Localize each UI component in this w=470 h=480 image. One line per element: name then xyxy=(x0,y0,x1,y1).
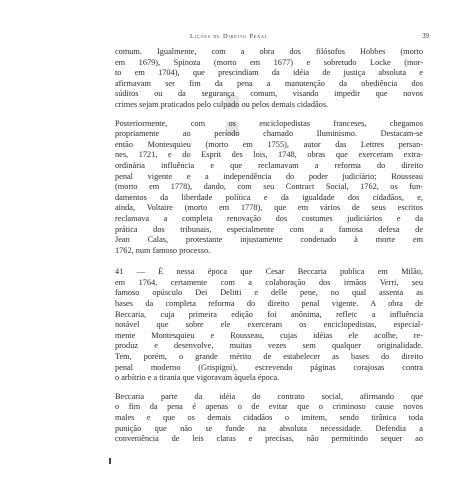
text-line: crimes sejam praticados pelo culpado ou pelos demais cidadãos. xyxy=(115,99,329,109)
text-line: afirmavam ser fim da pena a manutenção da obediência dos xyxy=(115,78,423,88)
text-line: em 1764, certamente com a colaboração dos irmãos Verri, seu xyxy=(115,277,423,287)
text-line: Beccaria parte da idéia do contrato social, afirmando que xyxy=(115,391,423,401)
text-line: to em 1704), que prescindiam da idéia de justiça absoluta e xyxy=(115,68,423,78)
page-header xyxy=(0,33,470,45)
paragraph xyxy=(115,47,423,111)
text-line: 1762, num famoso processo. xyxy=(115,245,211,255)
text-line: damentos da liberdade política e da igualdade dos cidadãos, e, xyxy=(115,192,423,202)
running-title: Lições de Direito Penal xyxy=(190,33,269,40)
text-line: (morto em 1778), dando, com seu Contract Social, 1762, os fun- xyxy=(115,182,423,192)
text-line: Posteriormente, com os enciclopedistas franceses, chegamos xyxy=(115,118,423,128)
text-line: o arbítrio e a tirania que vigoravam àquela época. xyxy=(115,373,280,383)
paragraph-gap xyxy=(115,256,423,267)
text-line: Beccaria, cuja primeira edição foi anônima, refletc a influência xyxy=(115,309,423,319)
text-line: mente Montesquieu e Rousseau, cujas idéias ele acolhe, re- xyxy=(115,330,423,340)
text-line: então Montesquieu (morto em 1755), autor das Lettres persan- xyxy=(115,139,423,149)
body-text xyxy=(115,47,423,445)
text-line: 41 — É nessa época que Cesar Beccaria publica em Milão, xyxy=(115,267,423,277)
text-line: punição que não se funde na absoluta necessidade. Defendia a xyxy=(115,423,423,433)
text-line: males e que os demais cidadãos o imitem, sendo tirânica toda xyxy=(115,413,423,422)
text-line: Tem, porém, o grande mérito de estabelecer as bases do direito xyxy=(115,352,423,362)
paragraph xyxy=(115,267,423,384)
text-line: reclamava a completa renovação dos costumes judiciários e da xyxy=(115,213,423,223)
text-line: ainda, Voltaire (morto em 1778), que em vários de seus escritos xyxy=(115,203,423,213)
faint-watermark: : xyxy=(218,68,247,152)
text-line: propriamente ao período chamado Iluminismo. Destacam-se xyxy=(115,129,423,139)
text-line: Jean Calas, protestante injustamente condenado à morte em xyxy=(115,235,423,245)
text-line: penal vigente e a independência do poder judiciário; Rousseau xyxy=(115,171,423,181)
paragraph xyxy=(115,392,423,445)
paragraph xyxy=(115,119,423,257)
text-line: o fim da pena é apenas o de evitar que o criminoso cause novos xyxy=(115,402,423,412)
page-number: 39 xyxy=(422,32,429,40)
text-line: notável que sobre ele exerceram os enciclopedistas, especial- xyxy=(115,320,423,330)
paragraph-gap xyxy=(115,384,423,392)
paragraph-gap xyxy=(115,111,423,119)
text-line: ordinária influência e que reclamavam a reforma do direito xyxy=(115,160,423,170)
text-line: produz e desenvolve, muitas vezes sem qualquer originalidade. xyxy=(115,341,423,351)
text-line: prática dos tribunais, especialmente com a famosa defesa de xyxy=(115,224,423,234)
text-line: súditos ou da segurança comum, visando impedir que novos xyxy=(115,89,423,99)
text-line: bases da completa reforma do direito penal vigente. A obra de xyxy=(115,299,423,309)
text-line: em 1679), Spinoza (morto em 1677) e sobretudo Locke (mor- xyxy=(115,57,423,67)
margin-mark xyxy=(109,458,111,464)
text-line: famoso opúsculo Dei Delitti e delle pene, no qual assenta as xyxy=(115,288,423,298)
text-line: nes, 1721, e do Esprit des lois, 1748, obras que exerceram extra- xyxy=(115,150,423,160)
text-line: comum. Igualmente, com a obra dos filósofos Hobbes (morto xyxy=(115,47,423,56)
text-line: conveniência de leis claras e precisas, não permitindo sequer ao xyxy=(115,434,423,444)
text-line: penal moderno (Grispigni), escrevendo páginas corajosas contra xyxy=(115,362,423,372)
